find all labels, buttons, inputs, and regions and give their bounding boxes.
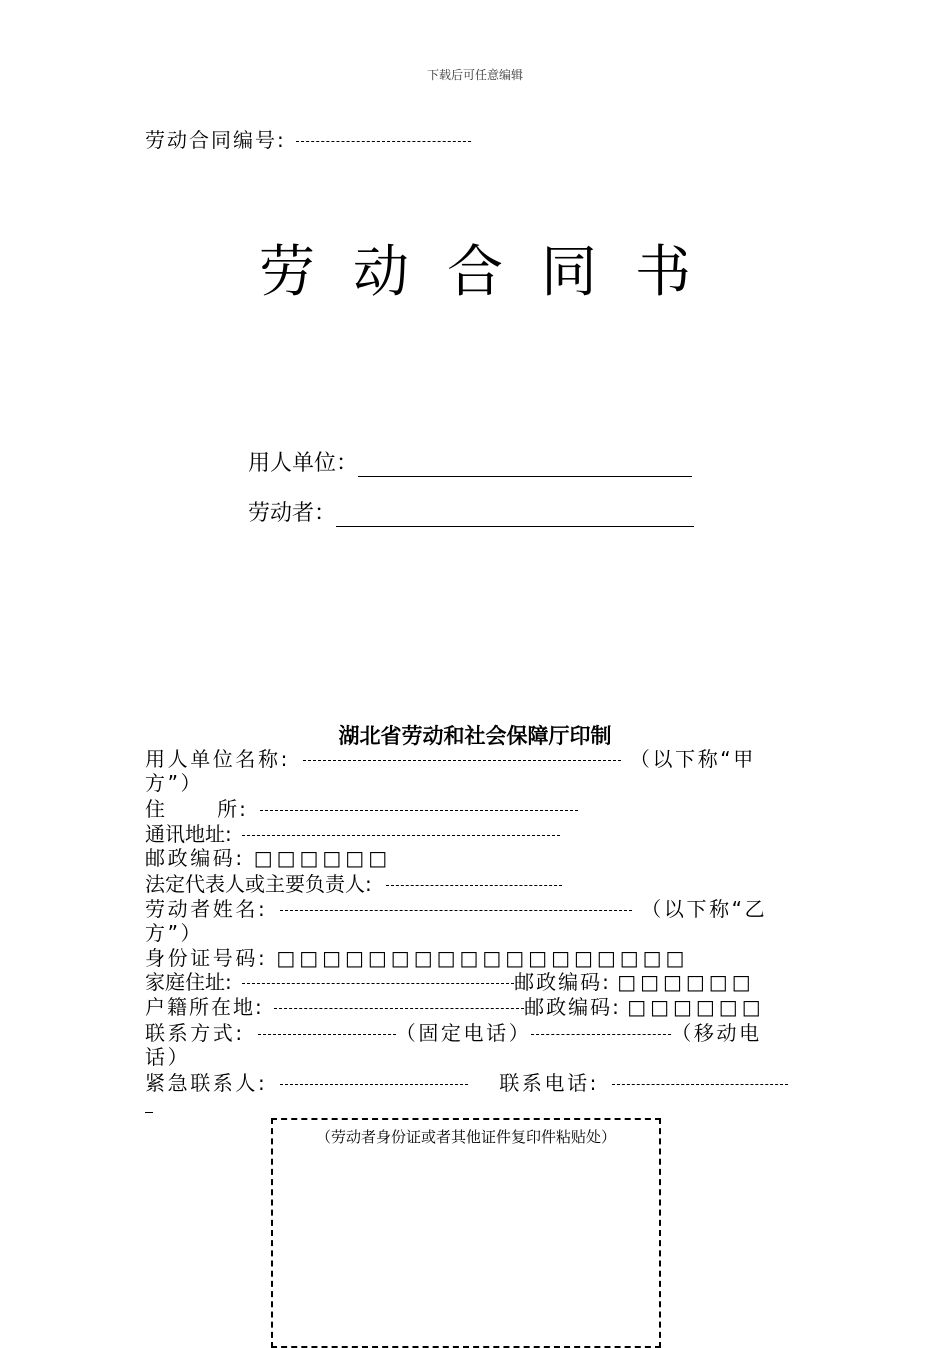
worker-suffix-2: 方”） (145, 921, 204, 945)
mobile-blank[interactable] (531, 1034, 671, 1035)
mailing-address-label: 通讯地址: (145, 822, 232, 846)
employer-suffix-line (145, 771, 203, 795)
landline-blank[interactable] (258, 1034, 396, 1035)
postcode-label: 邮政编码: (145, 846, 245, 870)
id-number-line (145, 946, 688, 970)
id-number-boxes[interactable]: □□□□□□□□□□□□□□□□□□ (276, 946, 689, 970)
worker-suffix: （以下称“乙 (641, 897, 768, 921)
worker-suffix-line (145, 921, 203, 945)
worker-label: 劳动者： (248, 501, 337, 526)
employer-label: 用人单位： (248, 451, 359, 476)
contract-number-blank[interactable] (296, 141, 471, 142)
emergency-contact-blank[interactable] (280, 1084, 468, 1085)
home-address-line (145, 970, 755, 994)
residence-line (145, 797, 578, 821)
document-title: 劳动合同书 (259, 240, 729, 305)
id-copy-box (271, 1118, 661, 1348)
employer-name-blank[interactable] (303, 760, 621, 761)
residence-label: 住 所: (145, 797, 248, 821)
legal-rep-blank[interactable] (386, 885, 562, 886)
mailing-address-blank[interactable] (242, 835, 560, 836)
landline-label: （固定电话） (395, 1021, 532, 1045)
employer-name-label: 用人单位名称: (145, 747, 290, 771)
hukou-postcode-label: 邮政编码: (524, 995, 621, 1019)
contact-label: 联系方式: (145, 1021, 245, 1045)
home-postcode-label: 邮政编码: (514, 970, 611, 994)
postcode-line (145, 846, 391, 870)
worker-name-line (145, 897, 767, 921)
worker-name-blank[interactable] (280, 910, 632, 911)
contract-number-label: 劳动合同编号: (145, 128, 286, 152)
hukou-line (145, 995, 765, 1019)
mobile-label-2: 话） (145, 1045, 191, 1069)
mobile-label: （移动电 (671, 1021, 762, 1045)
printer-line: 湖北省劳动和社会保障厅印制 (338, 724, 612, 748)
emergency-line (145, 1071, 788, 1095)
id-number-label: 身份证号码: (145, 946, 268, 970)
emergency-contact-label: 紧急联系人: (145, 1071, 268, 1095)
employer-blank[interactable] (358, 454, 692, 477)
hukou-blank[interactable] (274, 1008, 524, 1009)
residence-blank[interactable] (260, 810, 578, 811)
employer-suffix-2: 方”） (145, 771, 204, 795)
header-note: 下载后可任意编辑 (426, 68, 523, 82)
employer-row (248, 446, 692, 477)
worker-name-label: 劳动者姓名: (145, 897, 268, 921)
legal-rep-label: 法定代表人或主要负责人: (145, 872, 372, 896)
postcode-boxes[interactable]: □□□□□□ (253, 846, 392, 870)
id-copy-caption: （劳动者身份证或者其他证件复印件粘贴处） (315, 1128, 616, 1146)
mobile-suffix-line (145, 1045, 190, 1069)
contact-line (145, 1021, 762, 1045)
emergency-phone-blank[interactable] (612, 1084, 788, 1085)
worker-blank[interactable] (336, 504, 694, 527)
home-address-label: 家庭住址: (145, 970, 232, 994)
legal-rep-line (145, 872, 562, 896)
mailing-address-line (145, 822, 560, 846)
home-postcode-boxes[interactable]: □□□□□□ (617, 970, 755, 994)
hukou-postcode-boxes[interactable]: □□□□□□ (627, 995, 765, 1019)
employer-suffix: （以下称“甲 (629, 747, 756, 771)
emergency-phone-label: 联系电话: (499, 1071, 600, 1095)
employer-name-line (145, 747, 756, 771)
worker-row (248, 496, 694, 527)
contract-number (145, 124, 471, 153)
hukou-label: 户籍所在地: (145, 995, 264, 1019)
home-address-blank[interactable] (242, 983, 514, 984)
dash-overflow (145, 1112, 153, 1113)
